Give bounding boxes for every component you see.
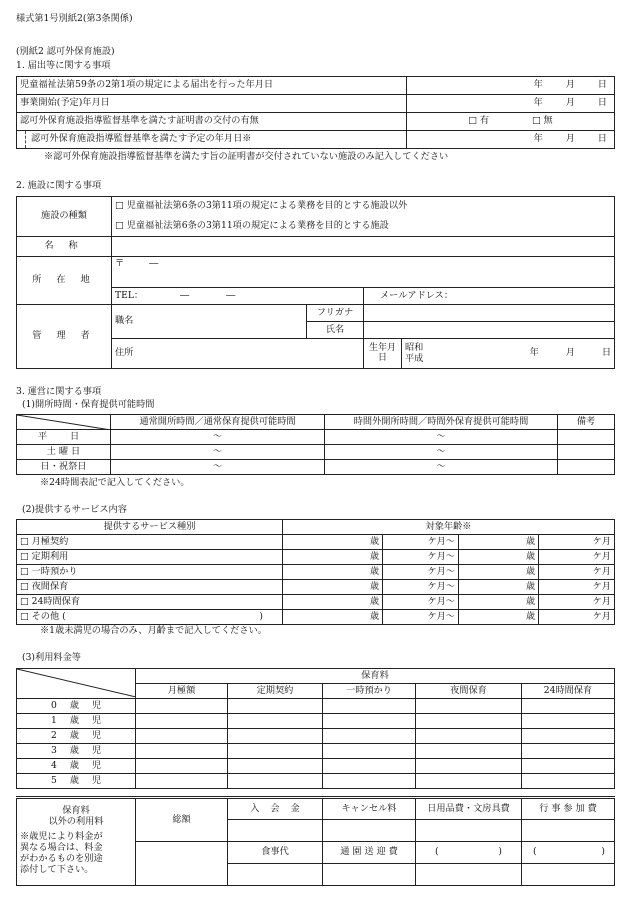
s1-row4-ymd: 年 月 日 — [533, 133, 607, 145]
svc-night-from-age[interactable]: 歳 — [283, 580, 383, 595]
svc-night[interactable]: □ 夜間保育 — [17, 580, 283, 595]
holiday-remarks[interactable] — [558, 460, 615, 475]
facility-kind-label: 施設の種類 — [17, 197, 112, 237]
svc-regular-to-age[interactable]: 歳 — [459, 550, 539, 565]
fee-cell[interactable] — [416, 729, 522, 744]
fee-cell[interactable] — [323, 774, 416, 789]
svc-temporary-from-age[interactable]: 歳 — [283, 565, 383, 580]
form-subtitle: (別紙2 認可外保育施設) — [16, 46, 115, 57]
fee-cell[interactable] — [522, 729, 615, 744]
saturday-normal[interactable]: ～ — [111, 445, 325, 460]
manager-name-field[interactable] — [364, 322, 615, 339]
other-fee-note — [20, 831, 132, 875]
section2-title: 2. 施設に関する事項 — [16, 180, 102, 191]
fee-col-24h: 24時間保育 — [522, 684, 615, 699]
svc-other[interactable] — [17, 610, 283, 625]
fee-meal-value[interactable] — [228, 864, 323, 886]
fee-supplies-value[interactable] — [416, 820, 522, 842]
note-line-2: 異なる場合は、料金 — [20, 842, 103, 854]
tel-field[interactable] — [112, 288, 364, 305]
saturday-overtime[interactable]: ～ — [325, 445, 558, 460]
fee-enrollment-value[interactable] — [228, 820, 323, 842]
facility-kind-option2[interactable]: □ 児童福祉法第6条の3第11項の規定による業務を目的とする施設 — [112, 217, 615, 237]
fee-row-age4: 4 歳 児 — [17, 759, 136, 774]
facility-name-field[interactable] — [112, 237, 615, 257]
checkbox-nashi[interactable]: □ 無 — [531, 115, 553, 127]
fee-row-age3: 3 歳 児 — [17, 744, 136, 759]
diagonal-line — [17, 415, 111, 430]
fee-transport-label: 通 園 送 迎 費 — [323, 842, 416, 864]
s1-row1-ymd: 年 月 日 — [533, 79, 607, 91]
fee-row-age2: 2 歳 児 — [17, 729, 136, 744]
fee-cell[interactable] — [228, 759, 323, 774]
furigana-field[interactable] — [364, 305, 615, 322]
fee-cell[interactable] — [228, 774, 323, 789]
svc-night-from-month[interactable]: ケ月～ — [383, 580, 459, 595]
paren-close-1: ) — [498, 846, 502, 858]
era-heisei[interactable]: 平成 — [405, 352, 424, 364]
svc-temporary-from-month[interactable]: ケ月～ — [383, 565, 459, 580]
form-number: 様式第1号別紙2(第3条関係) — [16, 13, 133, 24]
fee-cell[interactable] — [323, 714, 416, 729]
dashed-indent — [25, 131, 26, 148]
other-fee-label-1: 保育料 — [62, 805, 90, 816]
tel-label: TEL： ― ― — [115, 289, 236, 301]
email-label: メールアドレス： — [380, 289, 454, 301]
paren-open-2: ( — [533, 846, 537, 858]
svc-24h-from-age[interactable]: 歳 — [283, 595, 383, 610]
postal-code: 〒 ― — [115, 258, 159, 269]
manager-name-label: 氏名 — [307, 322, 364, 339]
fee-cell[interactable] — [522, 744, 615, 759]
svc-monthly-to-month[interactable]: ケ月 — [539, 535, 615, 550]
birth-label: 生年月日 — [364, 339, 402, 369]
fee-extra1-value[interactable] — [416, 864, 522, 886]
fee-cell[interactable] — [228, 714, 323, 729]
svc-monthly-to-age[interactable]: 歳 — [459, 535, 539, 550]
s1-row4-text: 認可外保育施設指導監督基準を満たす予定の年月日※ — [31, 133, 252, 145]
fee-cell[interactable] — [136, 759, 228, 774]
svc-monthly-from-age[interactable]: 歳 — [283, 535, 383, 550]
s1-row3-label: 認可外保育施設指導監督基準を満たす証明書の交付の有無 — [17, 113, 407, 131]
services-table — [16, 519, 615, 625]
note-line-4: 添付して下さい。 — [20, 864, 94, 876]
svc-monthly[interactable]: □ 月極契約 — [17, 535, 283, 550]
total-value[interactable] — [136, 842, 228, 886]
hours-header-overtime: 時間外開所時間／時間外保育提供可能時間 — [325, 415, 558, 430]
section2-table — [16, 196, 615, 369]
manager-label: 管 理 者 — [17, 305, 112, 369]
svc-other-to-month[interactable]: ケ月 — [539, 610, 615, 625]
note-line-3: がわかるものを別途 — [20, 853, 103, 865]
fee-extra1-label[interactable] — [416, 842, 522, 864]
svc-24h[interactable]: □ 24時間保育 — [17, 595, 283, 610]
fee-cell[interactable] — [323, 759, 416, 774]
fees-diagonal-line — [17, 669, 136, 697]
fee-cell[interactable] — [522, 714, 615, 729]
fee-cell[interactable] — [416, 744, 522, 759]
fee-col-night: 夜間保育 — [416, 684, 522, 699]
birth-ymd: 年 月 日 — [529, 347, 612, 359]
note-line-1: ※歳児により料金が — [20, 831, 103, 843]
hours-note: ※24時間表記で記入してください。 — [40, 477, 190, 488]
svc-regular-from-month[interactable]: ケ月～ — [383, 550, 459, 565]
fee-extra2-label[interactable] — [522, 842, 615, 864]
fee-cell[interactable] — [323, 729, 416, 744]
fees-corner — [17, 669, 136, 699]
svc-other-close: ) — [259, 610, 263, 622]
saturday-remarks[interactable] — [558, 445, 615, 460]
svc-regular-to-month[interactable]: ケ月 — [539, 550, 615, 565]
other-fee-label-2: 以外の利用料 — [48, 816, 104, 828]
svc-header-type: 提供するサービス種別 — [17, 520, 283, 535]
s1-row4-label — [17, 131, 407, 149]
fee-cell[interactable] — [136, 729, 228, 744]
fee-cell[interactable] — [136, 714, 228, 729]
facility-kind-option1[interactable]: □ 児童福祉法第6条の3第11項の規定による業務を目的とする施設以外 — [112, 197, 615, 217]
checkbox-ari[interactable]: □ 有 — [468, 115, 490, 127]
section3-title: 3. 運営に関する事項 — [16, 386, 102, 397]
hours-row-weekday: 平 日 — [17, 430, 111, 445]
fees-subtitle: (3)利用料金等 — [22, 652, 81, 663]
address-label: 所 在 地 — [17, 257, 112, 305]
fee-col-regular: 定期契約 — [228, 684, 323, 699]
manager-address-field[interactable] — [112, 339, 364, 369]
svc-night-to-age[interactable]: 歳 — [459, 580, 539, 595]
fee-cell[interactable] — [522, 699, 615, 714]
fee-cancel-value[interactable] — [323, 820, 416, 842]
hours-header-normal: 通常開所時間／通常保育提供可能時間 — [111, 415, 325, 430]
fee-cell[interactable] — [522, 759, 615, 774]
fee-col-monthly: 月極額 — [136, 684, 228, 699]
fee-supplies-label: 日用品費・文房具費 — [416, 798, 522, 820]
fee-col-temporary: 一時預かり — [323, 684, 416, 699]
s1-row1-value[interactable] — [407, 77, 615, 95]
fee-cell[interactable] — [228, 699, 323, 714]
fee-transport-value[interactable] — [323, 864, 416, 886]
section1-title: 1. 届出等に関する事項 — [16, 60, 111, 71]
fee-cell[interactable] — [323, 699, 416, 714]
hours-row-holiday: 日・祝祭日 — [17, 460, 111, 475]
post-label: 職名 — [115, 315, 134, 327]
section1-table — [16, 76, 615, 149]
hours-row-saturday: 土 曜 日 — [17, 445, 111, 460]
furigana-label: フリガナ — [307, 305, 364, 322]
s1-row3-value[interactable] — [407, 113, 615, 131]
s1-row1-label: 児童福祉法第59条の2第1項の規定による届出を行った年月日 — [17, 77, 407, 95]
s1-row4-value[interactable] — [407, 131, 615, 149]
svc-24h-to-month[interactable]: ケ月 — [539, 595, 615, 610]
fee-cell[interactable] — [136, 774, 228, 789]
fee-cell[interactable] — [323, 744, 416, 759]
fee-cell[interactable] — [228, 729, 323, 744]
weekday-overtime[interactable]: ～ — [325, 430, 558, 445]
hours-header-remarks: 備考 — [558, 415, 615, 430]
svc-24h-to-age[interactable]: 歳 — [459, 595, 539, 610]
s1-note: ※認可外保育施設指導監督基準を満たす旨の証明書が交付されていない施設のみ記入してください — [44, 151, 449, 162]
svc-temporary-to-month[interactable]: ケ月 — [539, 565, 615, 580]
svc-header-age: 対象年齢※ — [283, 520, 615, 535]
fee-cell[interactable] — [136, 699, 228, 714]
svc-regular-from-age[interactable]: 歳 — [283, 550, 383, 565]
fees-table — [16, 668, 615, 789]
manager-address-label: 住所 — [115, 347, 134, 359]
era-options — [405, 343, 423, 364]
era-showa[interactable]: 昭和 — [405, 341, 424, 353]
fees-header: 保育料 — [136, 669, 615, 684]
other-fee-label — [17, 798, 136, 886]
paren-open-1: ( — [435, 846, 439, 858]
holiday-overtime[interactable]: ～ — [325, 460, 558, 475]
hours-subtitle: (1)開所時間・保育提供可能時間 — [22, 399, 155, 410]
fee-cell[interactable] — [416, 699, 522, 714]
s1-row2-label: 事業開始(予定)年月日 — [17, 95, 407, 113]
total-label: 総額 — [136, 798, 228, 842]
svc-24h-from-month[interactable]: ケ月～ — [383, 595, 459, 610]
services-note: ※1歳未満児の場合のみ、月齢まで記入してください。 — [40, 625, 267, 636]
paren-close-2: ) — [601, 846, 605, 858]
address-field[interactable] — [112, 257, 615, 288]
svc-night-to-month[interactable]: ケ月 — [539, 580, 615, 595]
fee-cell[interactable] — [416, 714, 522, 729]
fee-row-age5: 5 歳 児 — [17, 774, 136, 789]
fee-extra2-value[interactable] — [522, 864, 615, 886]
fee-cell[interactable] — [136, 744, 228, 759]
services-subtitle: (2)提供するサービス内容 — [22, 504, 127, 515]
fee-cell[interactable] — [522, 774, 615, 789]
holiday-normal[interactable]: ～ — [111, 460, 325, 475]
fee-event-label: 行 事 参 加 費 — [522, 798, 615, 820]
fee-cell[interactable] — [228, 744, 323, 759]
svc-temporary-to-age[interactable]: 歳 — [459, 565, 539, 580]
svc-other-from-month[interactable]: ケ月～ — [383, 610, 459, 625]
facility-name-label: 名 称 — [17, 237, 112, 257]
fee-enrollment-label: 入 会 金 — [228, 798, 323, 820]
birth-field[interactable] — [402, 339, 615, 369]
svc-monthly-from-month[interactable]: ケ月～ — [383, 535, 459, 550]
svc-other-label: □ その他 ( — [20, 610, 66, 622]
fee-row-age1: 1 歳 児 — [17, 714, 136, 729]
hours-table — [16, 414, 615, 475]
fee-event-value[interactable] — [522, 820, 615, 842]
hours-corner — [17, 415, 111, 430]
s1-row2-value[interactable] — [407, 95, 615, 113]
fee-cell[interactable] — [416, 774, 522, 789]
svc-other-from-age[interactable]: 歳 — [283, 610, 383, 625]
s1-row2-ymd: 年 月 日 — [533, 97, 607, 109]
fee-row-age0: 0 歳 児 — [17, 699, 136, 714]
fee-cell[interactable] — [416, 759, 522, 774]
svc-other-to-age[interactable]: 歳 — [459, 610, 539, 625]
fee-cancel-label: キャンセル料 — [323, 798, 416, 820]
birth-row — [405, 343, 611, 364]
manager-post-field[interactable] — [112, 305, 307, 339]
weekday-remarks[interactable] — [558, 430, 615, 445]
email-field[interactable] — [364, 288, 615, 305]
svc-temporary[interactable]: □ 一時預かり — [17, 565, 283, 580]
fee-meal-label: 食事代 — [228, 842, 323, 864]
other-fees-table — [16, 796, 615, 886]
weekday-normal[interactable]: ～ — [111, 430, 325, 445]
svc-regular[interactable]: □ 定期利用 — [17, 550, 283, 565]
